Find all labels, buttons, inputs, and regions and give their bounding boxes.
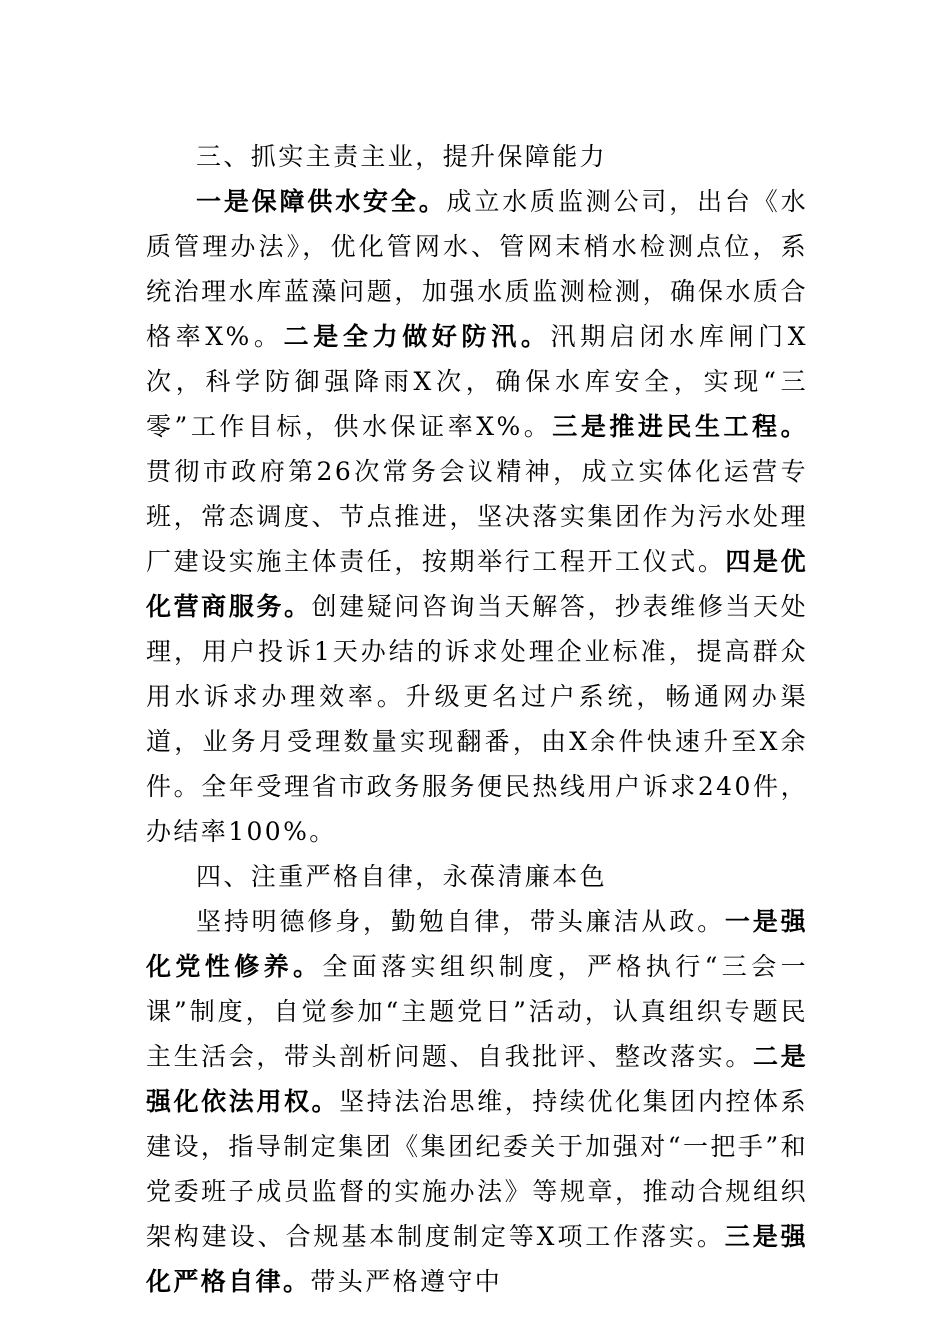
paragraph [146,179,808,854]
bold-lead: 二是强化依法用权。 [146,1042,808,1116]
bold-lead: 二是全力做好防汛。 [283,322,551,351]
bold-lead: 三是推进民生工程。 [552,412,808,441]
bold-lead: 一是强化党性修养。 [146,907,808,981]
body-text: 创建疑问咨询当天解答，抄表维修当天处理，用户投诉1天办结的诉求处理企业标准，提高群众用水诉求办理效率。升级更名过户系统，畅通网办渠道，业务月受理数量实现翻番，由X余件快速升至X余件。全年受理省市政务服务便民热线用户诉求240件，办结率100%。 [146,592,808,846]
body-text: 带头严格遵守中 [310,1267,503,1296]
document-body [146,134,808,1304]
body-text: 全面落实组织制度，严格执行“三会一课”制度，自觉参加“主题党日”活动，认真组织专题民主生活会，带头剖析问题、自我批评、整改落实。 [146,952,808,1071]
section-heading: 四、注重严格自律，永葆清廉本色 [196,862,608,891]
bold-lead: 四是优化营商服务。 [146,547,809,621]
body-text: 坚持法治思维，持续优化集团内控体系建设，指导制定集团《集团纪委关于加强对“一把手”和党委班子成员监督的实施办法》等规章，推动合规组织架构建设、合规基本制度制定等X项工作落实。 [146,1087,808,1251]
bold-lead: 三是强化严格自律。 [146,1222,809,1296]
paragraph [146,899,808,1304]
body-text: 坚持明德修身，勤勉自律，带头廉洁从政。 [196,907,725,936]
body-text: 汛期启闭水库闸门X次，科学防御强降雨X次，确保水库安全，实现“三零”工作目标，供水保证率X%。 [146,322,808,441]
section-heading: 三、抓实主责主业，提升保障能力 [196,142,608,171]
bold-lead: 一是保障供水安全。 [196,187,447,216]
body-text: 成立水质监测公司，出台《水质管理办法》，优化管网水、管网末梢水检测点位，系统治理水库蓝藻问题，加强水质监测检测，确保水质合格率X%。 [146,187,808,351]
body-text: 贯彻市政府第26次常务会议精神，成立实体化运营专班，常态调度、节点推进，坚决落实集团作为污水处理厂建设实施主体责任，按期举行工程开工仪式。 [146,457,808,576]
